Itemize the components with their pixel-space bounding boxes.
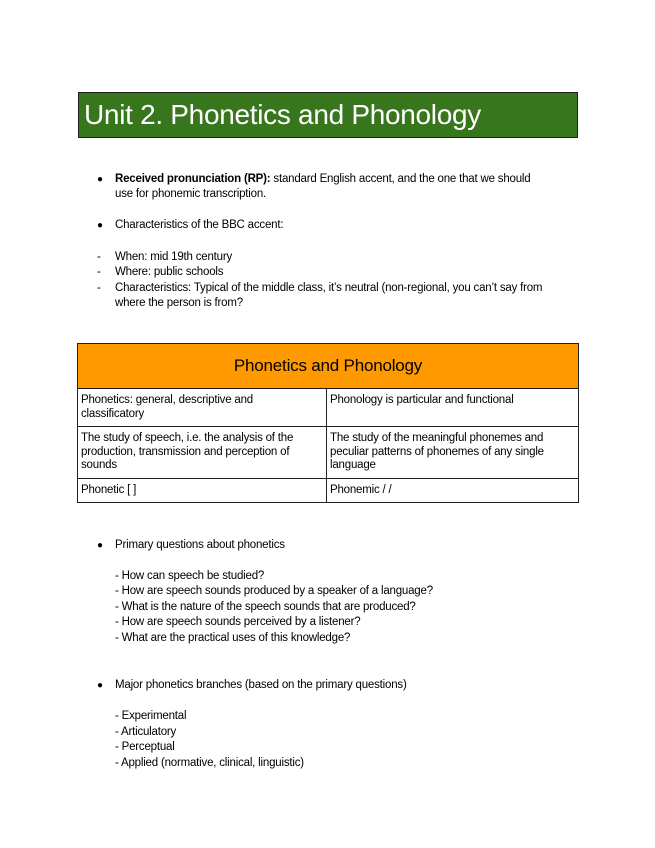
table-cell: Phonemic / / xyxy=(327,478,579,503)
bullet-icon: ● xyxy=(97,220,104,231)
bbc-item: When: mid 19th century xyxy=(115,251,233,263)
primary-item: - What is the nature of the speech sounds that are produced? xyxy=(115,601,416,613)
branch-item: - Applied (normative, clinical, linguistic) xyxy=(115,757,304,769)
title-banner xyxy=(78,92,578,138)
bbc-item-continued: where the person is from? xyxy=(115,297,243,309)
primary-item: - What are the practical uses of this knowledge? xyxy=(115,632,351,644)
branch-item: - Articulatory xyxy=(115,726,177,738)
table-cell: Phonology is particular and functional xyxy=(327,389,579,427)
rp-term: Received pronunciation (RP): xyxy=(115,173,271,185)
dash-icon: - xyxy=(97,282,101,294)
bbc-item: Where: public schools xyxy=(115,266,224,278)
rp-definition: standard English accent, and the one that we should xyxy=(270,173,531,185)
phonetics-phonology-table xyxy=(77,343,579,503)
table-cell: Phonetic [ ] xyxy=(78,478,327,503)
bbc-item: Characteristics: Typical of the middle class, it’s neutral (non-regional, you can’t say from xyxy=(115,282,543,294)
branch-item: - Experimental xyxy=(115,710,187,722)
table-header: Phonetics and Phonology xyxy=(78,344,579,389)
dash-icon: - xyxy=(97,266,101,278)
branch-item: - Perceptual xyxy=(115,741,175,753)
bullet-icon: ● xyxy=(97,540,104,551)
primary-item: - How are speech sounds perceived by a listener? xyxy=(115,616,361,628)
table-cell: The study of the meaningful phonemes and peculiar patterns of phonemes of any single language xyxy=(327,427,579,479)
table-row xyxy=(78,427,579,479)
bullet-icon: ● xyxy=(97,174,104,185)
bbc-heading: Characteristics of the BBC accent: xyxy=(115,219,284,231)
table-cell: The study of speech, i.e. the analysis of the production, transmission and perception of sounds xyxy=(78,427,327,479)
primary-heading: Primary questions about phonetics xyxy=(115,539,285,551)
primary-item: - How can speech be studied? xyxy=(115,570,265,582)
dash-icon: - xyxy=(97,251,101,263)
rp-definition-continued: use for phonemic transcription. xyxy=(115,188,267,200)
table-row xyxy=(78,478,579,503)
table-cell: Phonetics: general, descriptive and classificatory xyxy=(78,389,327,427)
table-row xyxy=(78,389,579,427)
rp-paragraph xyxy=(115,172,530,187)
page-title: Unit 2. Phonetics and Phonology xyxy=(84,99,481,130)
bullet-icon: ● xyxy=(97,680,104,691)
primary-item: - How are speech sounds produced by a speaker of a language? xyxy=(115,585,433,597)
branches-heading: Major phonetics branches (based on the primary questions) xyxy=(115,679,407,691)
